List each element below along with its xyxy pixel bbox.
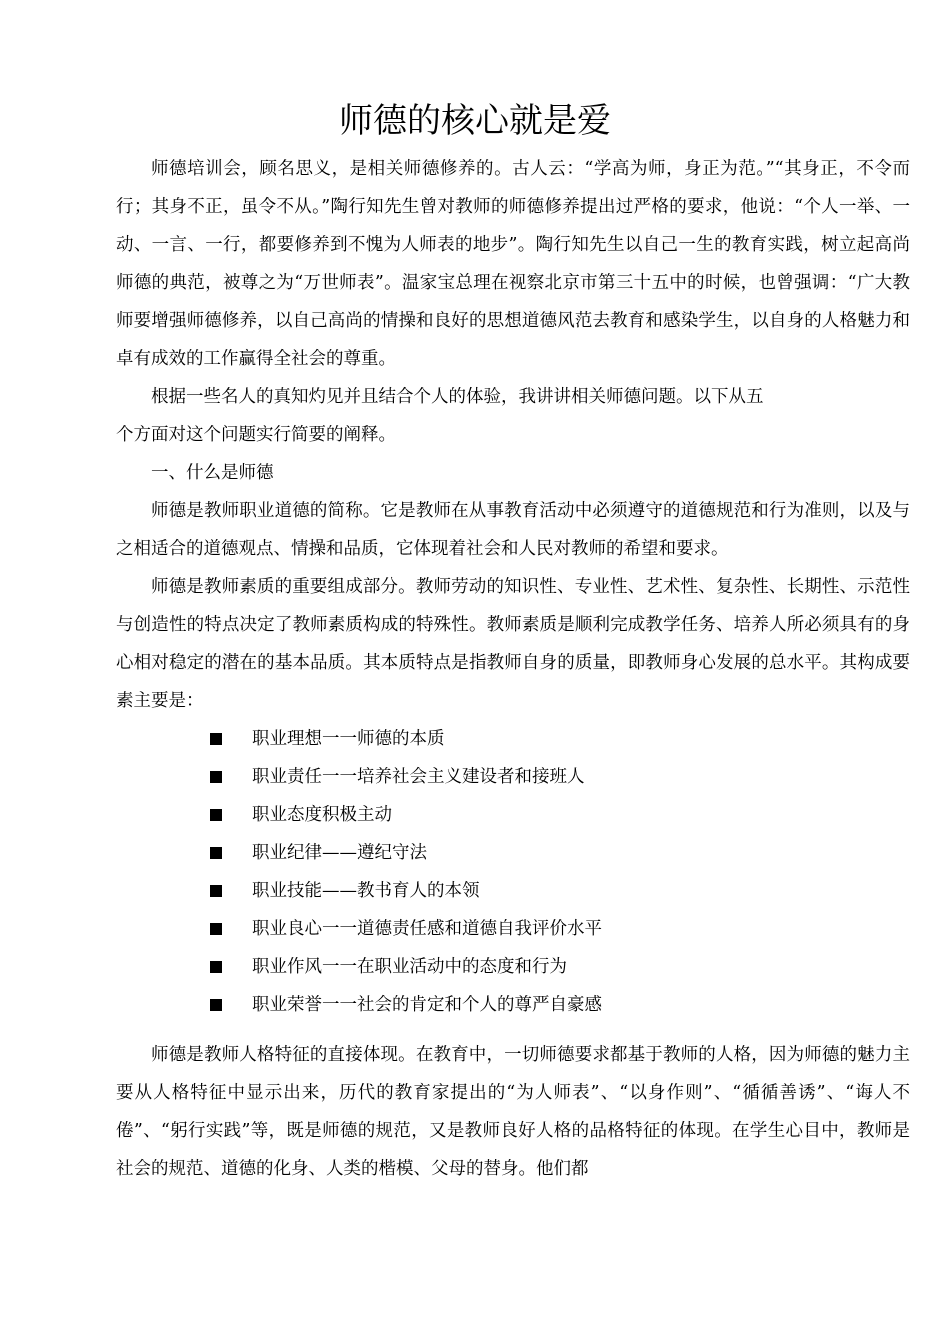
list-item [210,986,910,1024]
list-item [210,948,910,986]
list-item-text: 职业责任一一培养社会主义建设者和接班人 [252,767,585,787]
list-item [210,834,910,872]
list-item-text: 职业纪律——遵纪守法 [252,843,427,863]
paragraph-outline-line1: 根据一些名人的真知灼见并且结合个人的体验，我讲讲相关师德问题。以下从五 [151,387,764,407]
list-item-text: 职业理想一一师德的本质 [252,729,445,749]
list-item [210,910,910,948]
black-square-icon [210,999,222,1011]
paragraph-personality: 师德是教师人格特征的直接体现。在教育中，一切师德要求都基于教师的人格，因为师德的魅力主要从人格特征中显示出来，历代的教育家提出的“为人师表”、“以身作则”、“循循善诱”、“诲人不倦”、“躬行实践”等，既是师德的规范，又是教师良好人格的品格特征的体现。在学生心目中，教师是社会的规范、道德的化身、人类的楷模、父母的替身。他们都 [116,1045,910,1179]
list-item [210,796,910,834]
document-body [116,150,910,1188]
paragraph-composition: 师德是教师素质的重要组成部分。教师劳动的知识性、专业性、艺术性、复杂性、长期性、示范性与创造性的特点决定了教师素质构成的特殊性。教师素质是顺利完成教学任务、培养人所必须具有的身心相对稳定的潜在的基本品质。其本质特点是指教师自身的质量，即教师身心发展的总水平。其构成要素主要是： [116,577,910,711]
paragraph-definition: 师德是教师职业道德的简称。它是教师在从事教育活动中必须遵守的道德规范和行为准则，以及与之相适合的道德观点、情操和品质，它体现着社会和人民对教师的希望和要求。 [116,501,910,559]
list-item-text: 职业技能——教书育人的本领 [252,881,480,901]
spacer [116,1024,910,1036]
section-heading-1: 一、什么是师德 [151,463,274,483]
paragraph-intro: 师德培训会，顾名思义，是相关师德修养的。古人云：“学高为师，身正为范。”“其身正，不令而行；其身不正，虽令不从。”陶行知先生曾对教师的师德修养提出过严格的要求，他说：“个人一举、一动、一言、一行，都要修养到不愧为人师表的地步”。陶行知先生以自己一生的教育实践，树立起高尚师德的典范，被尊之为“万世师表”。温家宝总理在视察北京市第三十五中的时候，也曾强调：“广大教师要增强师德修养，以自己高尚的情操和良好的思想道德风范去教育和感染学生，以自身的人格魅力和卓有成效的工作赢得全社会的尊重。 [116,159,910,369]
list-item [210,720,910,758]
list-item [210,872,910,910]
black-square-icon [210,923,222,935]
list-item-text: 职业态度积极主动 [252,805,392,825]
document-title: 师德的核心就是爱 [339,101,611,141]
list-item-text: 职业良心一一道德责任感和道德自我评价水平 [252,919,602,939]
list-item [210,758,910,796]
black-square-icon [210,809,222,821]
list-item-text: 职业作风一一在职业活动中的态度和行为 [252,957,567,977]
list-item-text: 职业荣誉一一社会的肯定和个人的尊严自豪感 [252,995,602,1015]
bullet-list [116,720,910,1024]
black-square-icon [210,885,222,897]
black-square-icon [210,733,222,745]
paragraph-outline-line2: 个方面对这个问题实行简要的阐释。 [116,425,396,445]
black-square-icon [210,847,222,859]
black-square-icon [210,771,222,783]
black-square-icon [210,961,222,973]
